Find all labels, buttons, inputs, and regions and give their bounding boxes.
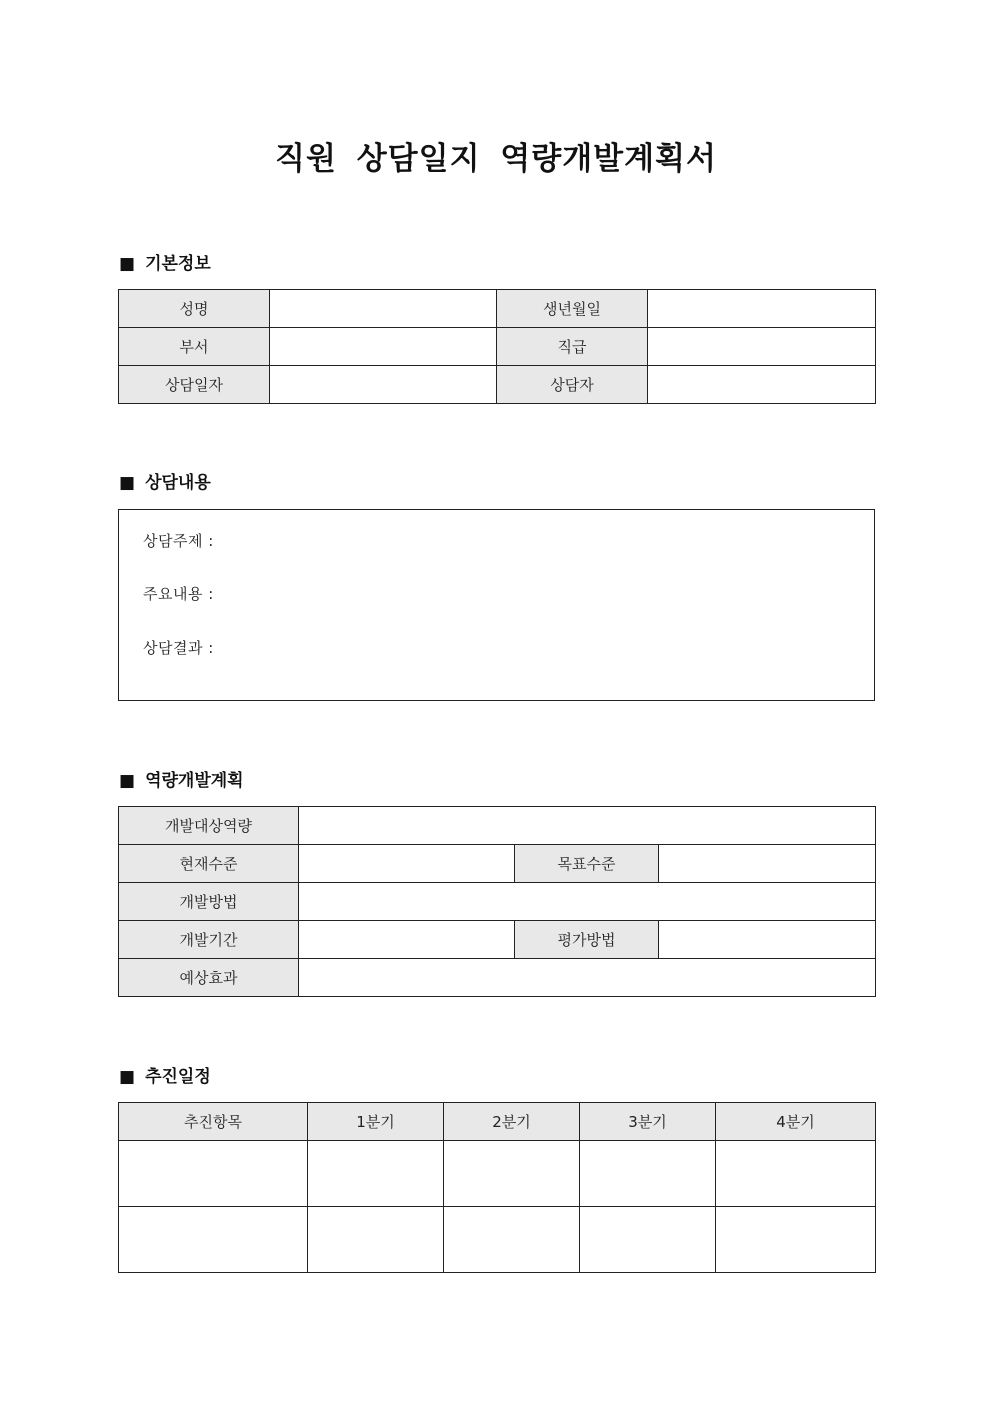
section-title: 상담내용 [145, 473, 211, 493]
development-method-label: 개발방법 [119, 883, 299, 921]
table-row [119, 366, 876, 404]
column-header-item: 추진항목 [119, 1103, 308, 1141]
table-row [119, 845, 876, 883]
square-bullet-icon: ■ [119, 1067, 136, 1087]
goal-level-field[interactable] [659, 845, 876, 883]
position-label: 직급 [497, 328, 648, 366]
table-cell[interactable] [444, 1207, 580, 1273]
table-cell[interactable] [716, 1207, 876, 1273]
table-cell[interactable] [716, 1141, 876, 1207]
table-cell[interactable] [119, 1207, 308, 1273]
table-row [119, 807, 876, 845]
consultation-content-box[interactable] [118, 509, 875, 701]
table-cell[interactable] [308, 1141, 444, 1207]
table-row [119, 328, 876, 366]
column-header-q4: 4분기 [716, 1103, 876, 1141]
evaluation-method-label: 평가방법 [515, 921, 659, 959]
section-heading-schedule [119, 1065, 211, 1089]
expected-effect-label: 예상효과 [119, 959, 299, 997]
consult-date-label: 상담일자 [119, 366, 270, 404]
counselor-field[interactable] [648, 366, 876, 404]
consult-result-line: 상담결과 : [143, 639, 214, 657]
table-cell[interactable] [580, 1207, 716, 1273]
section-title: 기본정보 [145, 254, 211, 274]
column-header-q2: 2분기 [444, 1103, 580, 1141]
section-title: 추진일정 [145, 1067, 211, 1087]
square-bullet-icon: ■ [119, 254, 136, 274]
current-level-field[interactable] [299, 845, 515, 883]
table-row [119, 959, 876, 997]
column-header-q1: 1분기 [308, 1103, 444, 1141]
evaluation-method-field[interactable] [659, 921, 876, 959]
consult-topic-line: 상담주제 : [143, 532, 214, 550]
name-field[interactable] [270, 290, 497, 328]
section-heading-development [119, 769, 244, 793]
development-period-field[interactable] [299, 921, 515, 959]
table-cell[interactable] [580, 1141, 716, 1207]
table-cell[interactable] [444, 1141, 580, 1207]
department-field[interactable] [270, 328, 497, 366]
table-header-row [119, 1103, 876, 1141]
table-row [119, 921, 876, 959]
section-title: 역량개발계획 [145, 771, 244, 791]
main-content-line: 주요내용 : [143, 585, 214, 603]
counselor-label: 상담자 [497, 366, 648, 404]
section-heading-basic-info [119, 252, 211, 276]
document-title: 직원 상담일지 역량개발계획서 [275, 141, 717, 177]
birthdate-label: 생년월일 [497, 290, 648, 328]
goal-level-label: 목표수준 [515, 845, 659, 883]
target-competency-label: 개발대상역량 [119, 807, 299, 845]
basic-info-table [118, 289, 876, 404]
table-cell[interactable] [119, 1141, 308, 1207]
position-field[interactable] [648, 328, 876, 366]
column-header-q3: 3분기 [580, 1103, 716, 1141]
section-heading-consultation [119, 471, 211, 495]
department-label: 부서 [119, 328, 270, 366]
current-level-label: 현재수준 [119, 845, 299, 883]
table-row [119, 290, 876, 328]
square-bullet-icon: ■ [119, 473, 136, 493]
birthdate-field[interactable] [648, 290, 876, 328]
consult-date-field[interactable] [270, 366, 497, 404]
table-row [119, 1207, 876, 1273]
expected-effect-field[interactable] [299, 959, 876, 997]
schedule-table [118, 1102, 876, 1273]
table-row [119, 883, 876, 921]
square-bullet-icon: ■ [119, 771, 136, 791]
development-plan-table [118, 806, 876, 997]
target-competency-field[interactable] [299, 807, 876, 845]
development-method-field[interactable] [299, 883, 876, 921]
table-cell[interactable] [308, 1207, 444, 1273]
name-label: 성명 [119, 290, 270, 328]
development-period-label: 개발기간 [119, 921, 299, 959]
table-row [119, 1141, 876, 1207]
